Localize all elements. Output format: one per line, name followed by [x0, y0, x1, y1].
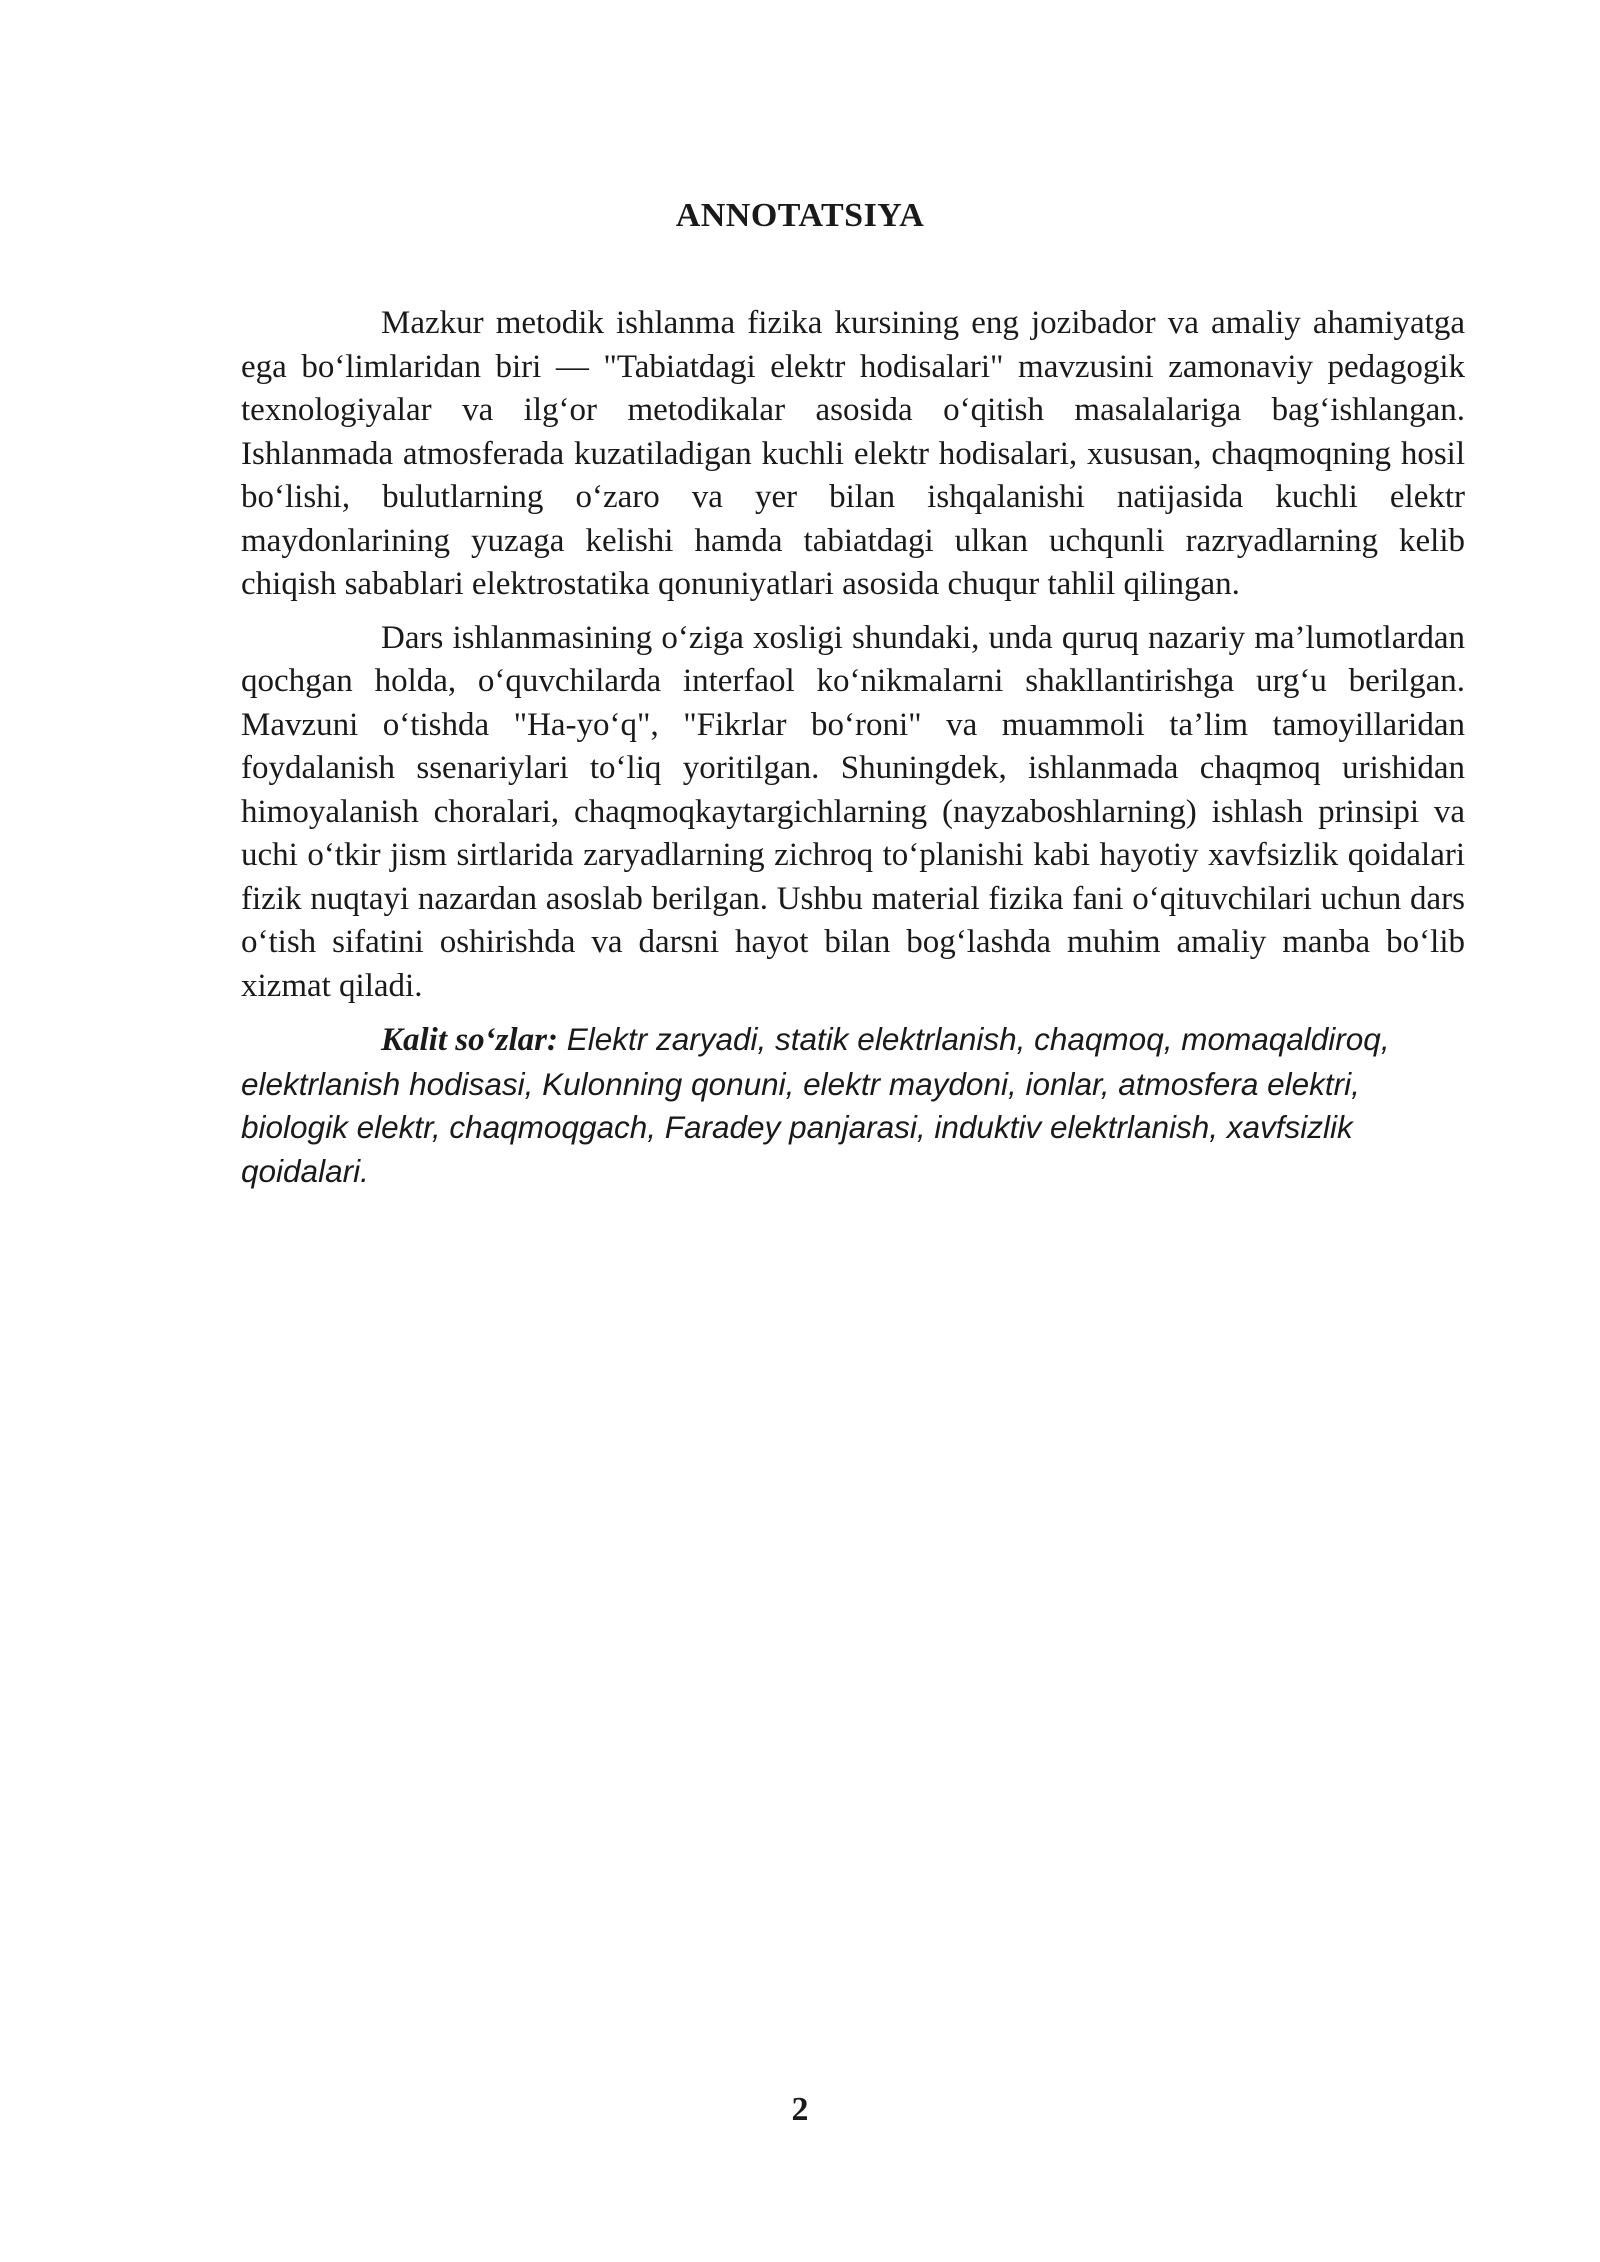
paragraph-1: Mazkur metodik ishlanma fizika kursining eng jozibador va amaliy ahamiyatga ega bo‘limlaridan biri — "Tabiatdagi elektr hodisalari" mavzusini zamonaviy pedagogik texnologiyalar va ilg‘or metodikalar asosida o‘qitish masalalariga bag‘ishlangan. Ishlanmada atmosferada kuzatiladigan kuchli elektr hodisalari, xususan, chaqmoqning hosil bo‘lishi, bulutlarning o‘zaro va yer bilan ishqalanishi natijasida kuchli elektr maydonlarining yuzaga kelishi hamda tabiatdagi ulkan uchqunli razryadlarning kelib chiqish sabablari elektrostatika qonuniyatlari asosida chuqur tahlil qilingan. — [241, 305, 1465, 602]
keywords-paragraph — [241, 1018, 1465, 1193]
annotation-body — [241, 302, 1465, 1203]
keywords-text: Elektr zaryadi, statik elektrlanish, chaqmoq, momaqaldiroq, elektrlanish hodisasi, Kulonning qonuni, elektr maydoni, ionlar, atmosfera elektri, biologik elektr, chaqmoqgach, Faradey panjarasi, induktiv elektrlanish, xavfsizlik qoidalari. — [241, 1021, 1390, 1189]
paragraph-2: Dars ishlanmasining o‘ziga xosligi shundaki, unda quruq nazariy ma’lumotlardan qochgan holda, o‘quvchilarda interfaol ko‘nikmalarni shakllantirishga urg‘u berilgan. Mavzuni o‘tishda "Ha-yo‘q", "Fikrlar bo‘roni" va muammoli ta’lim tamoyillaridan foydalanish ssenariylari to‘liq yoritilgan. Shuningdek, ishlanmada chaqmoq urishidan himoyalanish choralari, chaqmoqkaytargichlarning (nayzaboshlarning) ishlash prinsipi va uchi o‘tkir jism sirtlarida zaryadlarning zichroq to‘planishi kabi hayotiy xavfsizlik qoidalari fizik nuqtayi nazardan asoslab berilgan. Ushbu material fizika fani o‘qituvchilari uchun dars o‘tish sifatini oshirishda va darsni hayot bilan bog‘lashda muhim amaliy manba bo‘lib xizmat qiladi. — [241, 619, 1465, 1004]
keywords-label: Kalit so‘zlar: — [381, 1022, 558, 1058]
page-number: 2 — [791, 2091, 809, 2128]
page-title: ANNOTATSIYA — [675, 197, 925, 234]
